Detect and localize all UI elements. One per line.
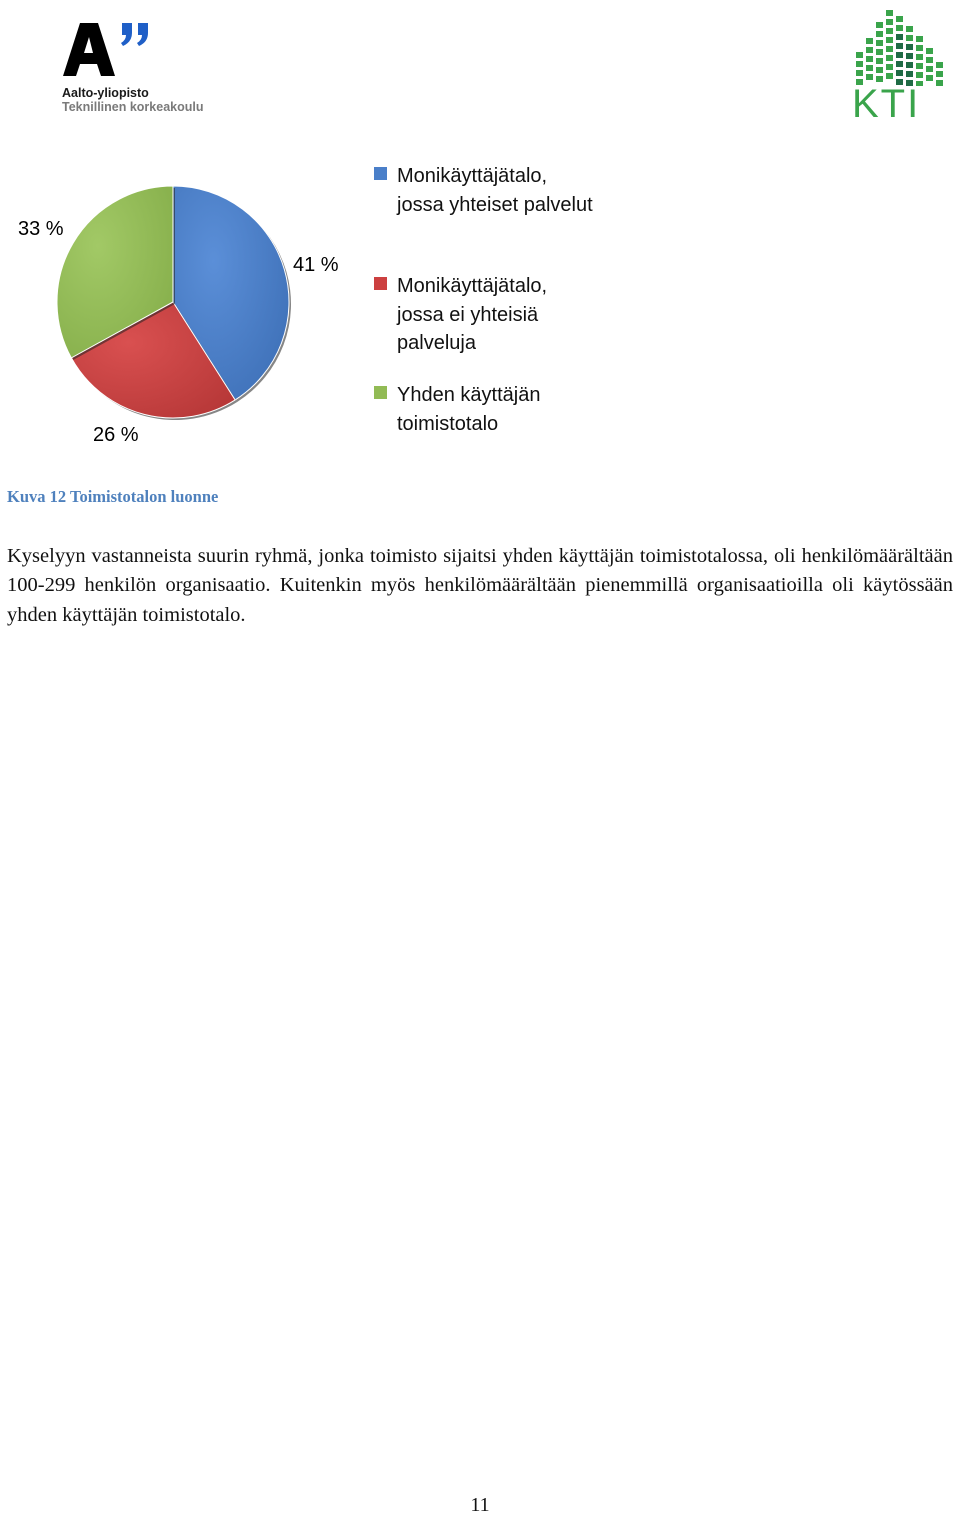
kti-window-block [896, 70, 903, 76]
kti-window-block [886, 10, 893, 16]
kti-window-block [916, 45, 923, 51]
pie-data-label-ei-yhteisia: 26 % [93, 424, 139, 446]
kti-window-block [866, 65, 873, 71]
aalto-a-mark-icon [58, 20, 158, 82]
kti-window-block [876, 58, 883, 64]
figure-caption: Kuva 12 Toimistotalon luonne [7, 487, 219, 506]
kti-window-block [896, 61, 903, 67]
legend-swatch-blue [374, 167, 387, 180]
aalto-subtitle: Teknillinen korkeakoulu [62, 100, 204, 114]
kti-logo-text: KTI [852, 82, 921, 126]
kti-window-block [866, 74, 873, 80]
kti-window-block [896, 52, 903, 58]
pie-data-label-yhden: 33 % [18, 218, 64, 240]
kti-window-block [906, 44, 913, 50]
kti-window-block [906, 35, 913, 41]
kti-window-block [876, 49, 883, 55]
legend-label: Yhden käyttäjän toimistotalo [397, 384, 541, 435]
kti-window-block [876, 67, 883, 73]
kti-window-block [866, 56, 873, 62]
kti-window-block [926, 48, 933, 54]
legend-swatch-green [374, 386, 387, 399]
kti-window-block [906, 53, 913, 59]
kti-window-block [926, 57, 933, 63]
kti-window-block [906, 26, 913, 32]
kti-window-block [916, 36, 923, 42]
kti-window-block [926, 66, 933, 72]
kti-window-block [856, 70, 863, 76]
kti-logo [850, 2, 954, 126]
kti-window-block [866, 38, 873, 44]
kti-window-block [886, 37, 893, 43]
legend-label: Monikäyttäjätalo, jossa yhteiset palvelut [397, 165, 593, 216]
kti-window-block [936, 71, 943, 77]
kti-window-block [896, 43, 903, 49]
kti-window-block [926, 75, 933, 81]
pie-data-label-yhteiset: 41 % [293, 254, 339, 276]
kti-window-block [896, 25, 903, 31]
kti-window-block [886, 46, 893, 52]
legend-swatch-red [374, 277, 387, 290]
aalto-logo [58, 20, 218, 115]
kti-window-block [896, 34, 903, 40]
kti-window-block [906, 62, 913, 68]
kti-window-block [876, 40, 883, 46]
page-number: 11 [470, 1494, 490, 1516]
kti-window-block [886, 73, 893, 79]
kti-window-block [936, 80, 943, 86]
kti-window-block [886, 64, 893, 70]
kti-window-block [916, 72, 923, 78]
kti-window-block [906, 71, 913, 77]
kti-building-icon [850, 2, 954, 86]
kti-window-block [886, 19, 893, 25]
kti-window-block [856, 52, 863, 58]
aalto-name: Aalto-yliopisto [62, 86, 149, 100]
kti-window-block [876, 22, 883, 28]
kti-window-block [886, 55, 893, 61]
pie-chart [0, 150, 960, 470]
kti-window-block [896, 16, 903, 22]
kti-window-block [936, 62, 943, 68]
legend-label: Monikäyttäjätalo, jossa ei yhteisiä palveluja [397, 275, 548, 354]
kti-window-block [916, 54, 923, 60]
kti-window-block [886, 28, 893, 34]
kti-window-block [876, 31, 883, 37]
pie-chart-svg [0, 150, 360, 470]
kti-window-block [866, 47, 873, 53]
kti-window-block [856, 61, 863, 67]
body-paragraph: Kyselyyn vastanneista suurin ryhmä, jonka toimisto sijaitsi yhden käyttäjän toimistotalossa, oli henkilömäärältään 100-299 henkilön organisaatio. Kuitenkin myös henkilömäärältään pienemmillä organisaatioilla oli käytössään yhden käyttäjän toimistotalo. [7, 545, 953, 626]
kti-window-block [916, 63, 923, 69]
